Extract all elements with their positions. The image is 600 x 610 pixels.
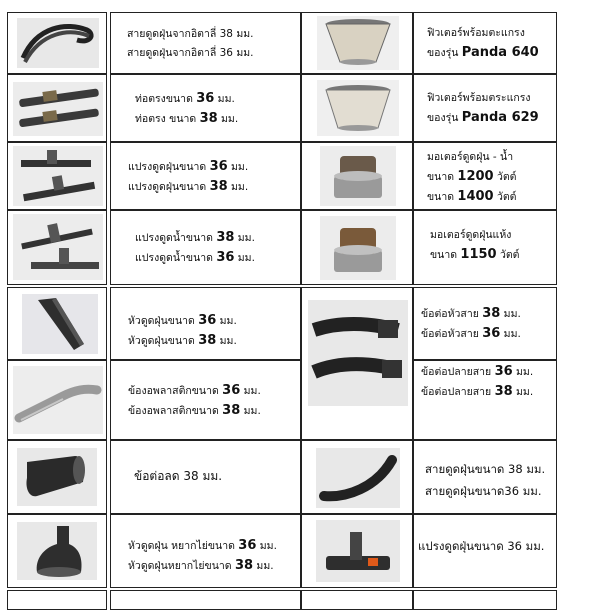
item-2-line-2: ท่อตรง ขนาด bbox=[135, 113, 200, 125]
item-7-text: ข้อต่อลด 38 มม. bbox=[134, 469, 223, 483]
item-5-text: หัวดูดฝุ่นขนาด 36 มม. หัวดูดฝุ่นขนาด 38 มม. bbox=[128, 313, 237, 348]
cobweb-nozzle-image bbox=[17, 522, 97, 580]
hose-image bbox=[17, 18, 99, 68]
crevice-nozzle-image bbox=[22, 294, 98, 354]
item-15-text: สายดูดฝุ่นขนาด 38 มม. สายดูดฝุ่นขนาด36 มม. bbox=[425, 462, 546, 498]
row9-left-text-cell bbox=[110, 590, 301, 610]
item-16-text: แปรงดูดฝุ่นขนาด 36 มม. bbox=[418, 539, 545, 553]
item-12-text: มอเตอร์ดูดฝุ่นแห้ง ขนาด 1150 วัตต์ bbox=[430, 229, 520, 262]
item-14-text: ข้อต่อปลายสาย 36 มม. ข้อต่อปลายสาย 38 มม. bbox=[421, 364, 534, 399]
item-1-line-1: สายดูดฝุ่นจากอิตาลี่ 38 มม. bbox=[127, 28, 254, 40]
filter-panda-629-image bbox=[317, 80, 399, 136]
item-2-line-1: ท่อตรงขนาด bbox=[135, 93, 197, 105]
straight-tube-image bbox=[13, 82, 103, 136]
item-2-text: ท่อตรงขนาด 36 มม. ท่อตรง ขนาด 38 มม. bbox=[135, 91, 239, 126]
plastic-elbow-image bbox=[13, 366, 103, 434]
item-6-text: ข้องอพลาสติกขนาด 36 มม. ข้องอพลาสติกขนาด 38 มม. bbox=[128, 383, 261, 418]
item-10-text: ฟิวเตอร์พร้อมตระแกรง ของรุ่น Panda 629 bbox=[427, 92, 539, 125]
item-11-text: มอเตอร์ดูดฝุ่น - น้ำ ขนาด 1200 วัตต์ ขนาด 1400 วัตต์ bbox=[427, 151, 517, 204]
floor-brush-orange-image bbox=[316, 520, 400, 582]
item-13-text: ข้อต่อหัวสาย 38 มม. ข้อต่อหัวสาย 36 มม. bbox=[421, 306, 521, 341]
item-4-text: แปรงดูดน้ำขนาด 38 มม. แปรงดูดน้ำขนาด 36 มม. bbox=[135, 230, 255, 265]
reducer-adapter-image bbox=[17, 448, 97, 506]
item-3-text: แปรงดูดฝุ่นขนาด 36 มม. แปรงดูดฝุ่นขนาด 38 มม. bbox=[128, 159, 249, 194]
row9-left-img-cell bbox=[7, 590, 107, 610]
item-9-text: ฟิวเตอร์พร้อมตะแกรง ของรุ่น Panda 640 bbox=[427, 27, 539, 60]
row9-right-img-cell bbox=[301, 590, 413, 610]
item-1-text bbox=[127, 25, 254, 63]
item-8-text: หัวดูดฝุ่น หยากไย่ขนาด 36 มม. หัวดูดฝุ่นหยากไย่ขนาด 38 มม. bbox=[128, 538, 277, 573]
item-1-line-2: สายดูดฝุ่นจากอิตาลี่ 36 มม. bbox=[127, 47, 254, 59]
hose-connectors-image bbox=[308, 300, 408, 406]
dry-motor-image bbox=[320, 216, 396, 280]
filter-panda-640-image bbox=[317, 16, 399, 70]
row9-right-text-cell bbox=[413, 590, 557, 610]
water-squeegee-image bbox=[13, 214, 103, 280]
wet-dry-motor-image bbox=[320, 146, 396, 206]
floor-brush-image bbox=[13, 146, 103, 206]
hose-black-image bbox=[316, 448, 400, 508]
